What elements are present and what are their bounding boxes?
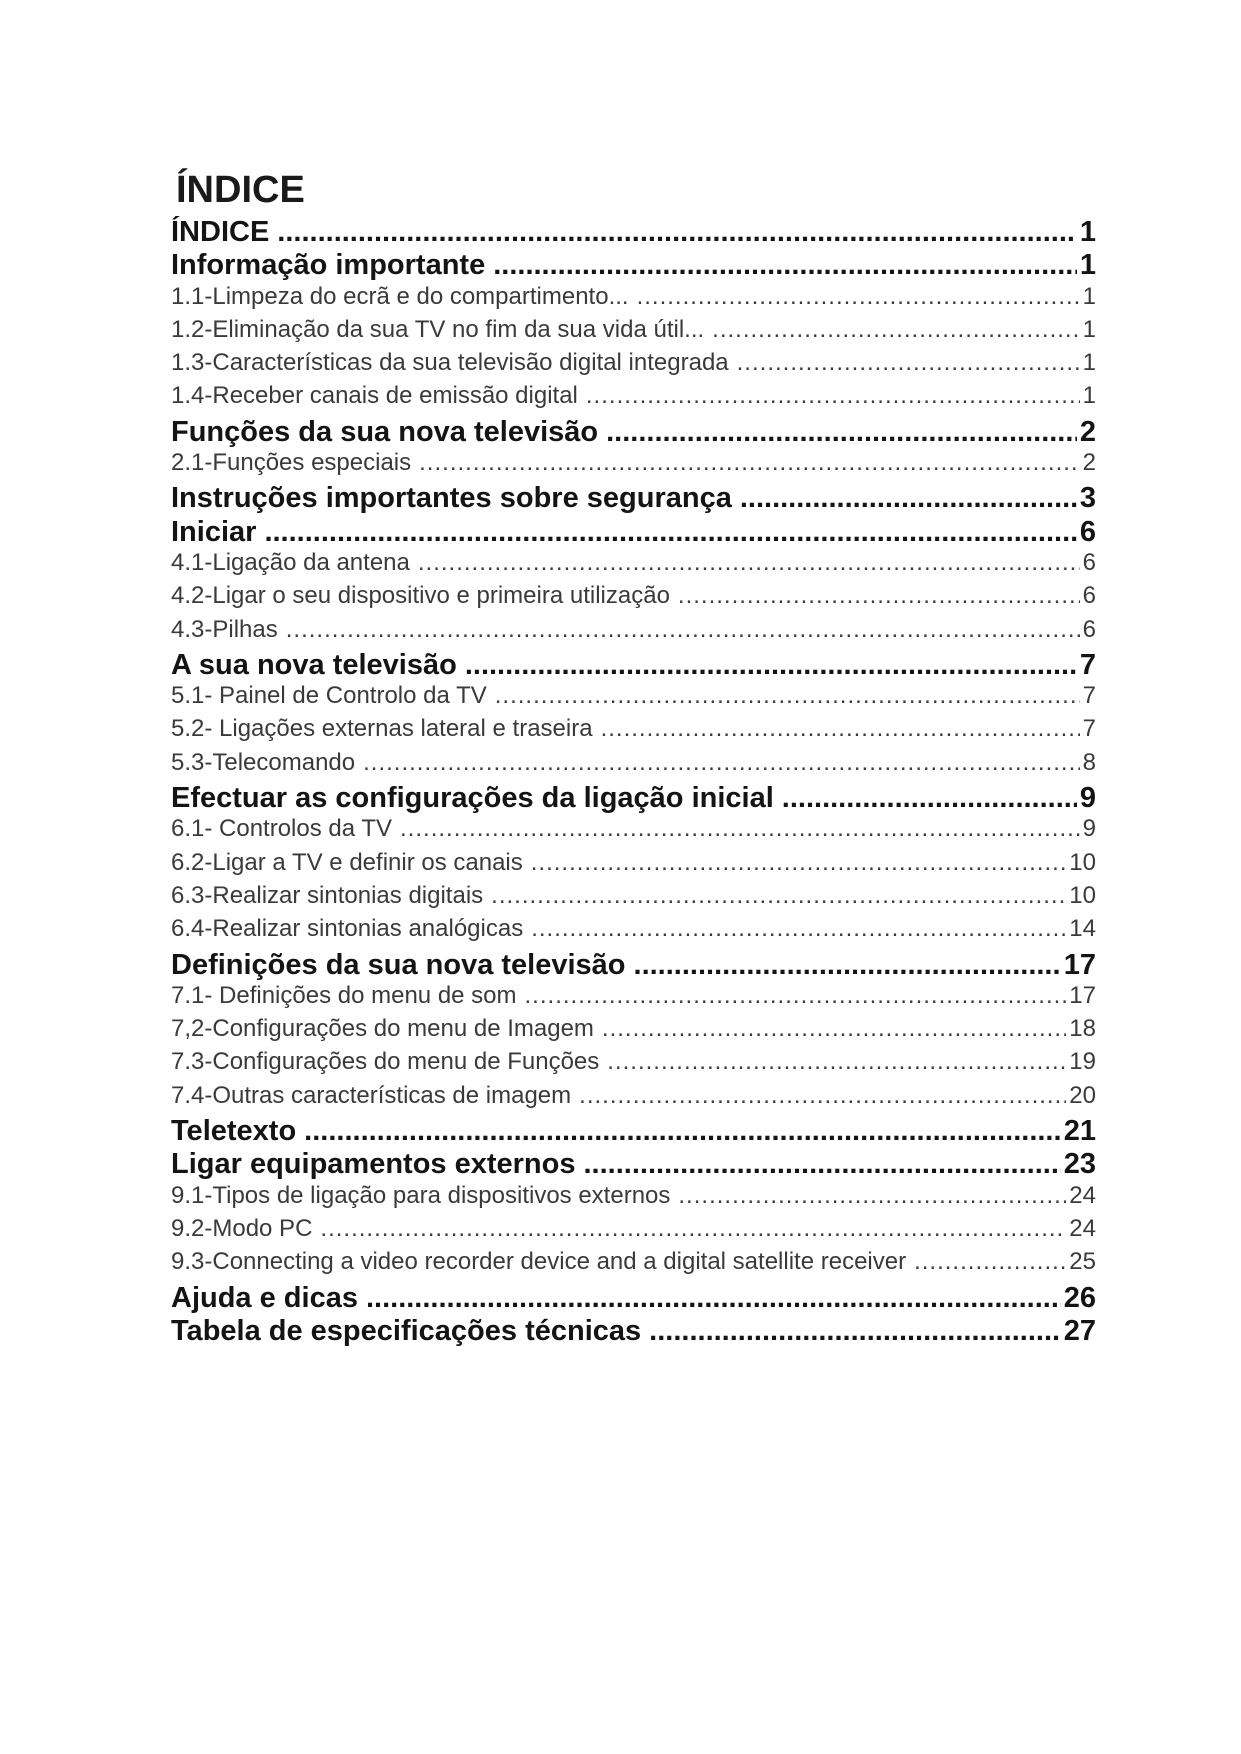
toc-page-number: 26	[1063, 1281, 1096, 1314]
toc-entry-label: 9.3-Connecting a video recorder device and a digital satellite receiver	[171, 1248, 907, 1276]
toc-page-number: 2	[1079, 415, 1096, 448]
toc-section-entry[interactable]	[171, 949, 1096, 982]
toc-dot-leader	[914, 1248, 1066, 1276]
toc-subsection-entry[interactable]	[171, 982, 1096, 1015]
toc-page-number: 1	[1079, 216, 1096, 248]
toc-subsection-entry[interactable]	[171, 1215, 1096, 1248]
toc-entry-label: Instruções importantes sobre segurança	[171, 482, 732, 515]
toc-page-number: 17	[1069, 981, 1096, 1009]
toc-subsection-entry[interactable]	[171, 749, 1096, 782]
toc-entry-label: 9.1-Tipos de ligação para dispositivos externos	[171, 1181, 671, 1209]
toc-subsection-entry[interactable]	[171, 849, 1096, 882]
toc-entry-label: 4.2-Ligar o seu dispositivo e primeira utilização	[171, 582, 670, 610]
toc-section-entry[interactable]	[171, 1148, 1096, 1181]
toc-page-number: 17	[1063, 948, 1096, 981]
toc-subsection-entry[interactable]	[171, 449, 1096, 482]
page-title: ÍNDICE	[176, 169, 305, 212]
toc-dot-leader	[601, 715, 1080, 743]
toc-page-number: 14	[1069, 915, 1096, 943]
toc-dot-leader	[286, 616, 1080, 644]
toc-dot-leader	[649, 1315, 1061, 1348]
toc-page-number: 6	[1082, 615, 1096, 643]
toc-page-number: 3	[1079, 482, 1096, 515]
toc-dot-leader	[491, 882, 1066, 910]
toc-page-number: 7	[1079, 648, 1096, 681]
toc-page-number: 18	[1069, 1015, 1096, 1043]
toc-section-entry[interactable]	[171, 216, 1096, 249]
toc-page-number: 20	[1069, 1081, 1096, 1109]
toc-dot-leader	[782, 782, 1077, 815]
toc-dot-leader	[606, 416, 1077, 449]
toc-entry-label: 7,2-Configurações do menu de Imagem	[171, 1015, 594, 1043]
toc-subsection-entry[interactable]	[171, 1082, 1096, 1115]
toc-entry-label: 4.3-Pilhas	[171, 615, 278, 643]
toc-dot-leader	[418, 549, 1080, 577]
toc-subsection-entry[interactable]	[171, 882, 1096, 915]
toc-dot-leader	[637, 283, 1080, 311]
toc-subsection-entry[interactable]	[171, 915, 1096, 948]
toc-section-entry[interactable]	[171, 516, 1096, 549]
toc-page-number: 27	[1063, 1314, 1096, 1347]
toc-entry-label: 6.1- Controlos da TV	[171, 815, 393, 843]
toc-section-entry[interactable]	[171, 482, 1096, 515]
toc-subsection-entry[interactable]	[171, 815, 1096, 848]
toc-dot-leader	[584, 1148, 1061, 1181]
toc-page-number: 7	[1082, 715, 1096, 743]
toc-page-number: 2	[1082, 449, 1096, 477]
toc-dot-leader	[400, 815, 1080, 843]
toc-entry-label: 7.4-Outras características de imagem	[171, 1081, 572, 1109]
toc-entry-label: Iniciar	[171, 515, 257, 548]
toc-entry-label: Informação importante	[171, 249, 486, 282]
toc-entry-label: 1.2-Eliminação da sua TV no fim da sua vida útil...	[171, 315, 705, 343]
toc-section-entry[interactable]	[171, 1282, 1096, 1315]
toc-page-number: 6	[1082, 548, 1096, 576]
toc-page-number: 23	[1063, 1148, 1096, 1181]
toc-entry-label: Ajuda e dicas	[171, 1281, 358, 1314]
toc-entry-label: 6.4-Realizar sintonias analógicas	[171, 915, 524, 943]
toc-dot-leader	[363, 749, 1080, 777]
toc-entry-label: A sua nova televisão	[171, 648, 457, 681]
toc-dot-leader	[495, 682, 1080, 710]
toc-entry-label: 1.1-Limpeza do ecrã e do compartimento...	[171, 282, 629, 310]
toc-dot-leader	[277, 216, 1077, 249]
toc-dot-leader	[531, 849, 1067, 877]
toc-subsection-entry[interactable]	[171, 382, 1096, 415]
toc-section-entry[interactable]	[171, 782, 1096, 815]
toc-page-number: 19	[1069, 1048, 1096, 1076]
toc-subsection-entry[interactable]	[171, 349, 1096, 382]
toc-page-number: 21	[1063, 1115, 1096, 1148]
toc-page-number: 8	[1082, 748, 1096, 776]
toc-subsection-entry[interactable]	[171, 582, 1096, 615]
toc-page-number: 24	[1069, 1181, 1096, 1209]
toc-entry-label: 9.2-Modo PC	[171, 1214, 313, 1242]
toc-entry-label: 4.1-Ligação da antena	[171, 548, 410, 576]
toc-entry-label: 6.3-Realizar sintonias digitais	[171, 881, 484, 909]
toc-page-number: 9	[1082, 815, 1096, 843]
toc-section-entry[interactable]	[171, 1115, 1096, 1148]
toc-entry-label: 5.1- Painel de Controlo da TV	[171, 682, 487, 710]
toc-section-entry[interactable]	[171, 249, 1096, 282]
toc-entry-label: Teletexto	[171, 1115, 297, 1148]
toc-page-number: 9	[1079, 782, 1096, 815]
toc-dot-leader	[737, 349, 1080, 377]
toc-entry-label: 7.3-Configurações do menu de Funções	[171, 1048, 600, 1076]
toc-entry-label: Tabela de especificações técnicas	[171, 1314, 642, 1347]
toc-dot-leader	[586, 382, 1080, 410]
toc-page-number: 24	[1069, 1214, 1096, 1242]
toc-subsection-entry[interactable]	[171, 1248, 1096, 1281]
toc-dot-leader	[366, 1282, 1061, 1315]
toc-page-number: 10	[1069, 848, 1096, 876]
toc-page-number: 1	[1082, 315, 1096, 343]
toc-dot-leader	[678, 1182, 1066, 1210]
toc-entry-label: Efectuar as configurações da ligação inicial	[171, 782, 774, 815]
toc-dot-leader	[419, 449, 1080, 477]
toc-page-number: 6	[1079, 515, 1096, 548]
toc-section-entry[interactable]	[171, 1315, 1096, 1348]
toc-subsection-entry[interactable]	[171, 682, 1096, 715]
toc-page-number: 7	[1082, 682, 1096, 710]
toc-entry-label: 5.3-Telecomando	[171, 748, 356, 776]
toc-page-number: 1	[1082, 382, 1096, 410]
toc-section-entry[interactable]	[171, 649, 1096, 682]
toc-dot-leader	[493, 249, 1077, 282]
toc-dot-leader	[602, 1015, 1066, 1043]
toc-entry-label: 5.2- Ligações externas lateral e traseira	[171, 715, 593, 743]
toc-entry-label: 2.1-Funções especiais	[171, 449, 412, 477]
toc-page-number: 1	[1082, 349, 1096, 377]
toc-subsection-entry[interactable]	[171, 549, 1096, 582]
toc-entry-label: ÍNDICE	[171, 216, 270, 248]
toc-dot-leader	[607, 1048, 1066, 1076]
toc-dot-leader	[465, 649, 1077, 682]
toc-dot-leader	[264, 516, 1076, 549]
toc-entry-label: Funções da sua nova televisão	[171, 415, 599, 448]
toc-page-number: 6	[1082, 582, 1096, 610]
toc-subsection-entry[interactable]	[171, 1182, 1096, 1215]
toc-page-number: 1	[1082, 282, 1096, 310]
toc-subsection-entry[interactable]	[171, 283, 1096, 316]
toc-entry-label: 7.1- Definições do menu de som	[171, 981, 517, 1009]
toc-dot-leader	[740, 482, 1077, 515]
toc-dot-leader	[525, 982, 1067, 1010]
toc-section-entry[interactable]	[171, 416, 1096, 449]
toc-page-number: 25	[1069, 1248, 1096, 1276]
toc-dot-leader	[320, 1215, 1066, 1243]
toc-dot-leader	[531, 915, 1066, 943]
toc-subsection-entry[interactable]	[171, 616, 1096, 649]
toc-subsection-entry[interactable]	[171, 715, 1096, 748]
toc-subsection-entry[interactable]	[171, 1015, 1096, 1048]
toc-page-number: 1	[1079, 249, 1096, 282]
toc-dot-leader	[304, 1115, 1061, 1148]
toc-page-number: 10	[1069, 881, 1096, 909]
toc-dot-leader	[634, 949, 1061, 982]
toc-dot-leader	[678, 582, 1080, 610]
toc-entry-label: Definições da sua nova televisão	[171, 948, 626, 981]
toc-entry-label: Ligar equipamentos externos	[171, 1148, 576, 1181]
toc-entry-label: 1.4-Receber canais de emissão digital	[171, 382, 578, 410]
toc-dot-leader	[579, 1082, 1066, 1110]
table-of-contents	[171, 216, 1096, 1348]
toc-entry-label: 1.3-Características da sua televisão digital integrada	[171, 349, 729, 377]
toc-subsection-entry[interactable]	[171, 1048, 1096, 1081]
toc-entry-label: 6.2-Ligar a TV e definir os canais	[171, 848, 523, 876]
toc-subsection-entry[interactable]	[171, 316, 1096, 349]
toc-dot-leader	[712, 316, 1079, 344]
